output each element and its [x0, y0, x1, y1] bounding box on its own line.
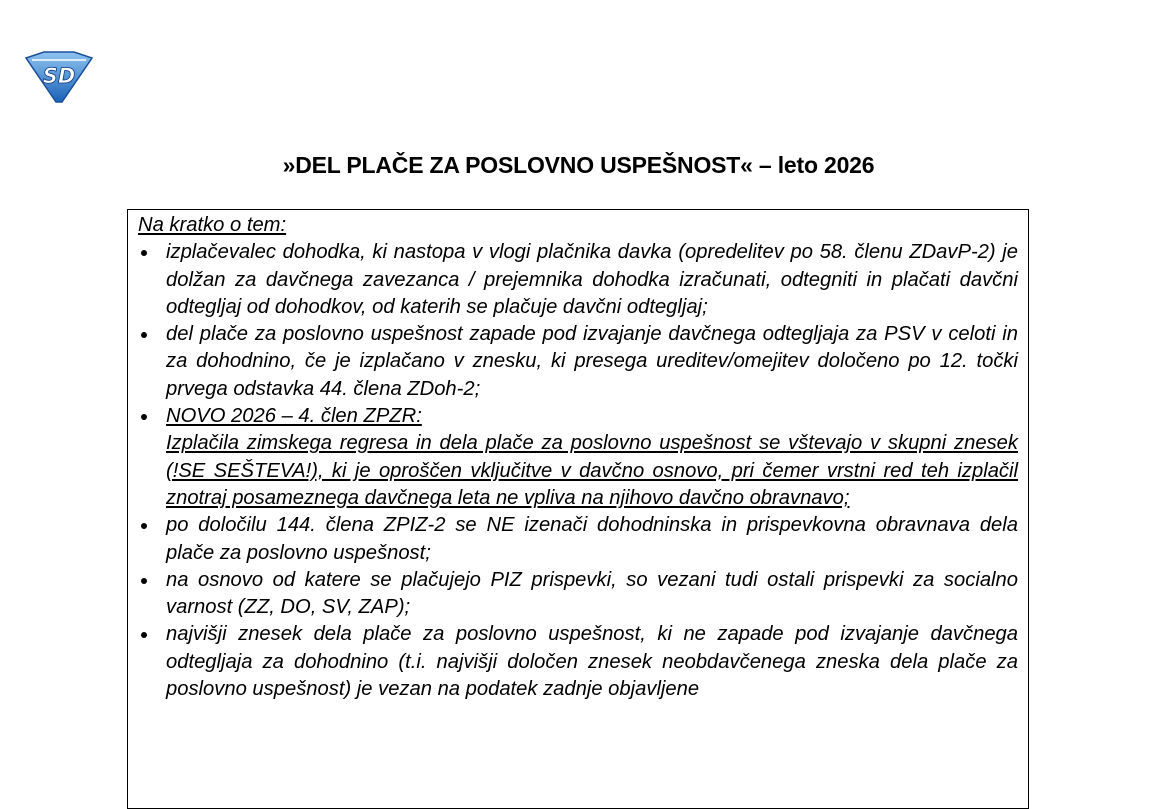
list-item: po določilu 144. člena ZPIZ-2 se NE izenači dohodninska in prispevkovna obravnava dela plače za poslovno uspešnost;: [138, 512, 1018, 567]
summary-heading: Na kratko o tem:: [138, 214, 287, 236]
company-logo: [22, 50, 96, 104]
document-title: »DEL PLAČE ZA POSLOVNO USPEŠNOST« – leto 2026: [282, 152, 875, 178]
list-item-novo: [138, 403, 1018, 512]
summary-box: [127, 209, 1029, 809]
list-item: izplačevalec dohodka, ki nastopa v vlogi plačnika davka (opredelitev po 58. členu ZDavP-2) je dolžan za davčnega zavezanca / prejemnika dohodka izračunati, odtegniti in plačati davčni odtegljaj od dohodkov, od katerih se plačuje davčni odtegljaj;: [138, 239, 1018, 321]
list-item: na osnovo od katere se plačujejo PIZ prispevki, so vezani tudi ostali prispevki za socialno varnost (ZZ, DO, SV, ZAP);: [138, 567, 1018, 622]
logo-text: SD: [42, 64, 76, 88]
summary-list: [138, 239, 1018, 703]
list-item: del plače za poslovno uspešnost zapade pod izvajanje davčnega odtegljaja za PSV v celoti in za dohodnino, če je izplačano v znesku, ki presega ureditev/omejitev določeno po 12. točki prvega odstavka 44. člena ZDoh-2;: [138, 321, 1018, 403]
novo-text: Izplačila zimskega regresa in dela plače za poslovno uspešnost se vštevajo v skupni znesek (!SE SEŠTEVA!), ki je oproščen vključitve v davčno osnovo, pri čemer vrstni red teh izplačil znotraj posameznega davčnega leta ne vpliva na njihovo davčno obravnavo;: [166, 432, 1018, 509]
novo-heading: NOVO 2026 – 4. člen ZPZR:: [166, 405, 422, 428]
list-item: najvišji znesek dela plače za poslovno uspešnost, ki ne zapade pod izvajanje davčnega odtegljaja za dohodnino (t.i. najvišji določen znesek neobdavčenega zneska dela plače za poslovno uspešnost) je vezan na podatek zadnje objavljene: [138, 621, 1018, 703]
